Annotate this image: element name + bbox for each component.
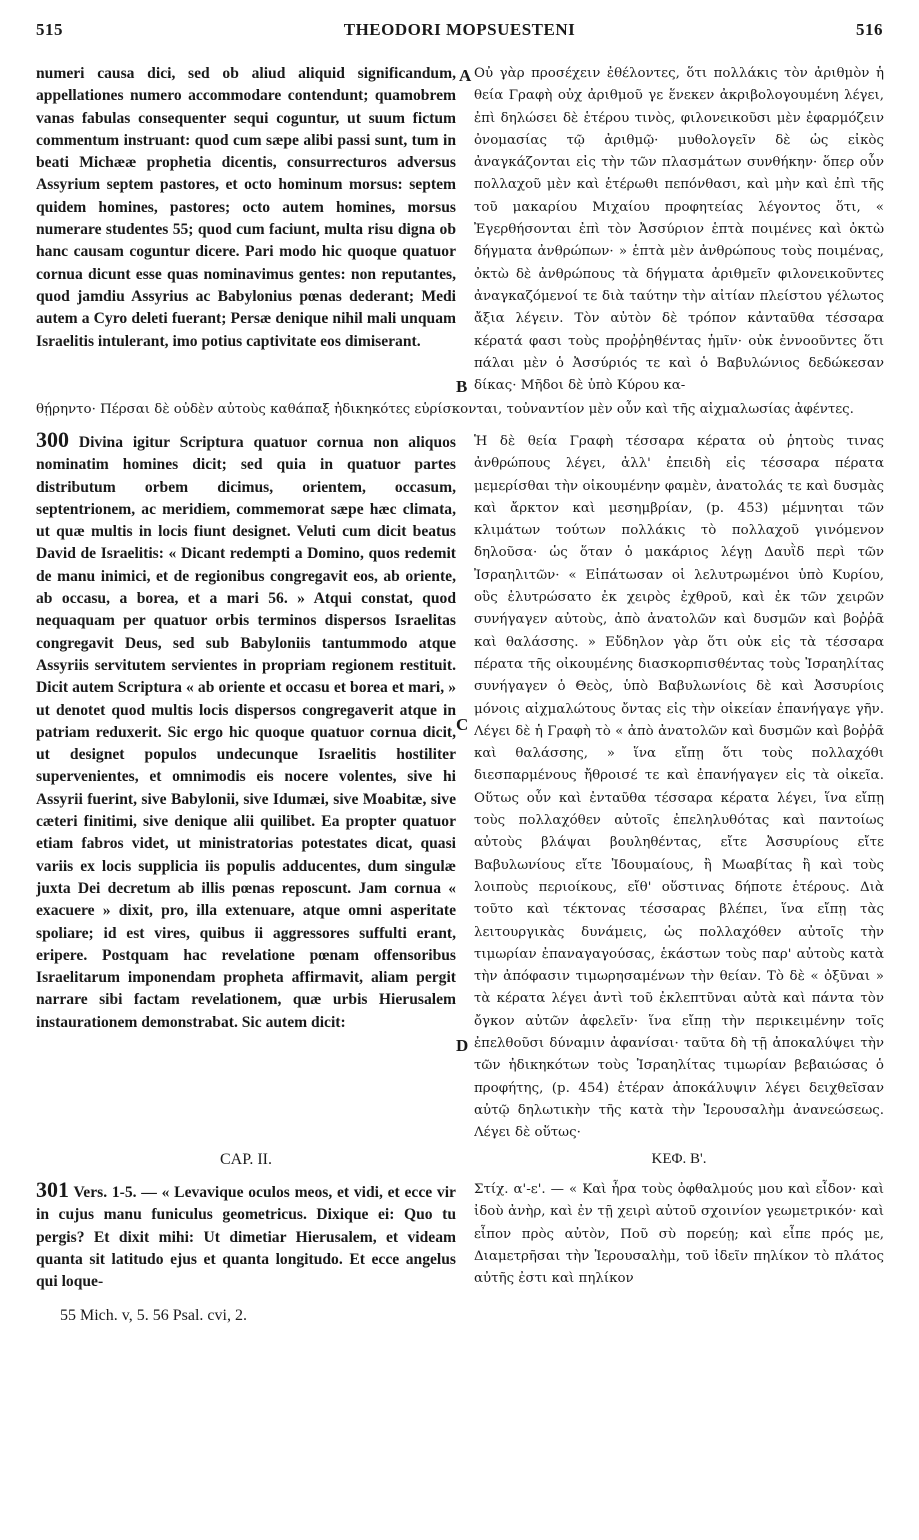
page-number-left: 515: [36, 20, 63, 39]
section-number-300: 300: [36, 429, 69, 452]
running-head: THEODORI MOPSUESTENI: [343, 20, 576, 39]
page-number-right: 516: [856, 20, 883, 39]
latin-column-block3: [36, 1179, 456, 1293]
greek-column-block1: Οὐ γὰρ προσέχειν ἐθέλοντες, ὅτι πολλάκις τὸν ἀριθμὸν ἡ θεία Γραφὴ οὐχ ἀριθμοῦ γε ἕνεκεν ἀκριβολογουμένη λέγει, ἐπὶ δηλώσει δὲ ἑτέρου τινὸς, φιλονεικοῦσι μὲν ἐφαρμόζειν ὀνομασίας τῷ ἀριθμῷ· μυθολογεῖν δὲ ὡς εἰκὸς ἀναγκάζονται εἰς τὴν τῶν πλασμάτων συνθήκην· ὅπερ οὖν πολλαχοῦ μὲν καὶ ἑτέρωθι πεπόνθασι, καὶ μὴν καὶ ἐπὶ τῆς τοῦ μακαρίου Μιχαίου προφητείας λέγοντος ὅτι, « Ἐγερθήσονται ἐπὶ τὸν Ἀσσύριον ἑπτὰ ποιμένες καὶ ὀκτὼ δήγματα ἀνθρώπων· » ἑπτὰ μὲν ἀνθρώπους τοὺς ποιμένας, ὀκτὼ δὲ ἀνθρώπους τὰ δήγματα ἀριθμεῖν φιλονεικοῦντες ἀναγκαζόμενοί τε διὰ ταύτην τὴν αἰτίαν πλείστου γέλωτος ἄξια λέγειν. Τὸν αὐτὸν δὲ τρόπον κἀνταῦθα τέσσαρα κέρατά φασι τοὺς προῤῥηθέντας ἡμῖν· οὐκ ἐννοοῦντες ὅτι πάλαι μὲν ὁ Ἀσσύριός τε καὶ ὁ Βαβυλώνιος δεδώκεσαν δίκας· Μῆδοι δὲ ὑπὸ Κύρου κα-: [474, 66, 884, 394]
chapter-heading-latin: CAP. II.: [219, 1151, 272, 1168]
margin-letter-a: A: [459, 66, 472, 85]
running-header: [36, 20, 883, 50]
section-number-301: 301: [36, 1179, 69, 1202]
greek-column-block3: Στίχ. α'-ε'. — « Καὶ ἦρα τοὺς ὀφθαλμούς μου καὶ εἶδον· καὶ ἰδοὺ ἀνὴρ, καὶ ἐν τῇ χειρὶ αὐτοῦ σχοινίον γεωμετρικόν· καὶ εἶπον πρὸς αὐτὸν, Ποῦ σὺ πορεύῃ; καὶ εἶπε πρός με, Διαμετρῆσαι τὴν Ἱερουσαλὴμ, τοῦ ἰδεῖν πηλίκον τὸ πλάτος αὐτῆς ἐστι καὶ πηλίκον: [474, 1182, 884, 1287]
margin-letter-b: B: [456, 377, 468, 396]
latin-text-block3: — « Levavique oculos meos, et vidi, et ecce vir in cujus manu funiculus geometricus. Dixique ei: Quo tu pergis? Et dixit mihi: Ut dimetiar Hierusalem, et videam quanta sit latitudo ejus et quanta longitudo. Et ecce angelus qui loque-: [36, 1184, 456, 1291]
greek-fullwidth-line: θῄρηντο· Πέρσαι δὲ οὐδὲν αὐτοὺς καθάπαξ ἠδικηκότες εὑρίσκονται, τοὐναντίον μὲν οὖν καὶ τῆς αἰχμαλωσίας ἀφέντες.: [36, 402, 854, 417]
verse-ref-latin: Vers. 1-5.: [73, 1184, 137, 1201]
margin-letter-d: D: [456, 1035, 469, 1055]
chapter-heading-greek: ΚΕΦ. Β'.: [651, 1151, 707, 1167]
greek-column-block2: Ἡ δὲ θεία Γραφὴ τέσσαρα κέρατα οὐ ῥητοὺς τινας ἀνθρώπους λέγει, ἀλλ' ἐπειδὴ εἰς τέσσαρα πέρατα μεμερίσθαι τὴν οἰκουμένην φαμὲν, ἀνατολάς τε καὶ δυσμὰς καὶ ἄρκτον καὶ μεσημβρίαν, (p. 453) μέμνηται τῶν κλιμάτων τούτων πολλάκις τὸ πολλαχοῦ γινόμενον δηλοῦσα· ὡς ὅταν ὁ μακάριος λέγῃ Δαυῒδ περὶ τῶν Ἰσραηλιτῶν· « Εἰπάτωσαν οἱ λελυτρωμένοι ὑπὸ Κυρίου, οὓς ἐλυτρώσατο ἐκ χειρὸς ἐχθροῦ, καὶ ἐκ τῶν χειρῶν συνήγαγεν αὐτοὺς, ἀπὸ ἀνατολῶν καὶ δυσμῶν καὶ βοῤῥᾶ καὶ θαλάσσης. » Εὔδηλον γὰρ ὅτι οὐκ εἰς τὰ τέσσαρα πέρατα τῆς οἰκουμένης διασκορπισθέντας τοὺς Ἰσραηλίτας συνήγαγεν ὁ Θεὸς, ὑπὸ Βαβυλωνίοις δὲ καὶ Ἀσσυρίοις μόνοις αἰχμαλώτους ὄντας εἰς τὴν οἰκείαν ἐπανήγαγε γῆν. Λέγει δὲ ἡ Γραφὴ τὸ « ἀπὸ ἀνατολῶν καὶ δυσμῶν καὶ βοῤῥᾶ καὶ θαλάσσης, » ἵνα εἴπῃ ὅτι τοὺς πολλαχόθι διεσπαρμένους ἤθροισέ τε καὶ ἐπανήγαγεν εἰς τὰ οἰκεῖα. Οὕτως οὖν καὶ ἐνταῦθα τέσσαρα κέρατα λέγει, ἵνα εἴπῃ τοὺς πολλαχόθεν αὐτοῖς ἐπεληλυθότας καὶ παντοίως αὐτοὺς βλάψαι βουληθέντας, εἴτε Ἀσσυρίους εἴτε Βαβυλωνίους εἴτε Ἰδουμαίους, ἢ Μωαβίτας ἢ καὶ τοὺς λοιποὺς περιοίκους, εἴθ' οὕστινας δήποτε ἑτέρους. Διὰ τοῦτο καὶ τέκτονας τέσσαρας βλέπει, ἵνα εἴπῃ τὰς λειτουργικὰς δυνάμεις, ὡς πολλαχόθεν αὐτοῖς τὴν τιμωρίαν ἐπαναγαγούσας, ἑκάστων τοὺς παρ' αὐτοὺς κατὰ τὴν ἀπόφασιν τιμωρησαμένων τὴν θείαν. Τὸ δὲ « ὀξῦναι » τὰ κέρατα λέγει ἀντὶ τοῦ ἐκλεπτῦναι αὐτὰ καὶ πάντα τὸν ὄγκον αὐτῶν ἀφελεῖν· ἵνα εἴπῃ τὴν περικειμένην τοῖς ἐπελθοῦσι δύναμιν ἀφανίσαι· ταῦτα δὴ τῇ ἀποκαλύψει τὴν τῶν ἠδικηκότων τοὺς Ἰσραηλίτας τιμωρίαν βεβαιώσας ὁ προφήτης, (p. 454) ἑτέραν ἀποκάλυψιν λέγει δειχθεῖσαν αὐτῷ δηλωτικὴν τῆς κατὰ τὴν Ἱερουσαλὴμ ἀνανεώσεως. Λέγει δὲ οὕτως·: [474, 434, 884, 1141]
latin-text-block2: Divina igitur Scriptura quatuor cornua non aliquos nominatim homines dicit; sed quia in quatuor partes distributum orbem dicimus, orientem, occasum, septentrionem, ac meridiem, commemorat sæpe hæc climata, ut quæ multis in locis fiunt designet. Veluti cum dicit beatus David de Israelitis: « Dicant redempti a Domino, quos redemit de manu inimici, et de regionibus congregavit eos, ab oriente, ab occasu, a borea, et a mari 56. » Atqui constat, quod nequaquam per quatuor orbis terminos dispersos Israelitas congregavit Deus, sed sub Babyloniis tantummodo atque Assyriis servitutem servientes in propriam regionem restituit. Dicit autem Scriptura « ab oriente et occasu et borea et mari, » ut denotet quod multis locis dispersos congregaverit atque in patriam reduxerit. Sic ergo hic quoque quatuor cornua dicit, ut designet populos undecunque Israelitis hostiliter supervenientes, et omnimodis eis nocere volentes, sive hi Assyrii fuerint, sive Babylonii, sive Idumæi, sive Moabitæ, sive cæteri finitimi, sive denique alii quilibet. Ea propter quatuor etiam fabros videt, ut ministratorias potestates dicat, quasi variis ex locis supplicia iis populis adducentes, dum singulæ juxta Dei decretum ab illis pœnas reposcunt. Jam cornua « exacuere » dixit, pro, illa extenuare, atque omni asperitate spoliare; id est vires, quibus ii aggressores suffulti erant, eripere. Postquam hac revelatione pœnam offensoribus Israelitarum imponendam propheta affirmavit, aliam pergit narrare sibi factam revelationem, quæ urbis Hierusalem instaurationem demonstrabat. Sic autem dicit:: [36, 434, 456, 1031]
footnotes: 55 Mich. v, 5. 56 Psal. cvi, 2.: [60, 1307, 247, 1324]
latin-column-block1: numeri causa dici, sed ob aliud aliquid significandum, appellationes numero accommodare contendunt; quamobrem vanas fabulas consequenter sequi coguntur, ut suum fictum commentum instruant: quod cum sæpe alibi passi sunt, tum in beati Michææ prophetia dicentis, consurrecturos adversus Assyrium septem pastores, et octo hominum morsus: septem quidem homines, pastores; octo autem homines, morsus numerare studentes 55; quod cum faciunt, multa risu digna ob hanc causam coguntur dicere. Pari modo hic quoque quatuor cornua dicunt esse quas nominavimus gentes: non reputantes, quod jamdiu Assyrius ac Babylonius pœnas dederant; Medi autem a Cyro deleti fuerant; Persæ denique nihil mali unquam Israelitis intulerant, imo potius captivitate eos dimiserant.: [36, 65, 456, 350]
latin-column-block2: [36, 429, 456, 1034]
margin-letter-c: C: [456, 714, 469, 734]
